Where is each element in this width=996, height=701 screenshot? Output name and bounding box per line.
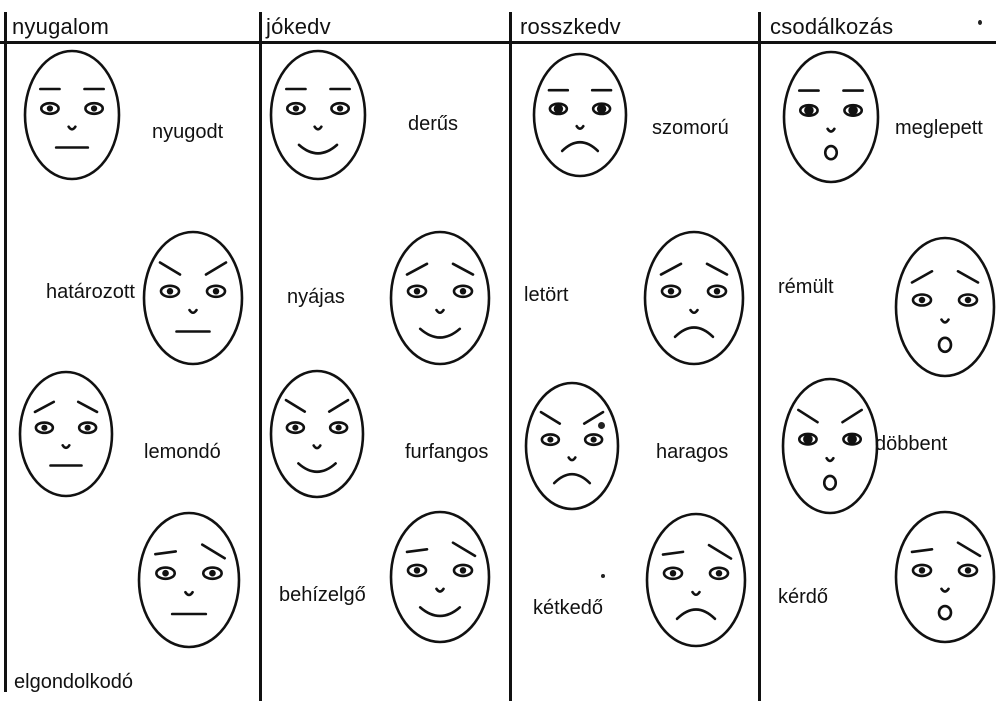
eyebrow — [286, 400, 305, 412]
column-title-rosszkedv: rosszkedv — [520, 14, 621, 39]
face-group — [783, 379, 877, 513]
eyebrow — [707, 264, 727, 275]
mouth — [420, 329, 460, 338]
eyebrow — [584, 412, 603, 424]
face-label: behízelgő — [279, 584, 366, 606]
face-label: lemondó — [144, 441, 221, 463]
pupil — [47, 105, 53, 111]
pupil — [716, 570, 723, 577]
face-drawing — [527, 47, 633, 183]
nose — [63, 445, 70, 448]
pupil — [293, 105, 299, 111]
face-group — [391, 512, 489, 642]
pupil — [292, 425, 298, 431]
pupil — [209, 570, 216, 577]
eyebrow — [663, 552, 683, 555]
eyebrow — [407, 549, 427, 552]
pupil — [547, 437, 553, 443]
pupil — [803, 434, 813, 444]
eyebrow — [329, 400, 348, 412]
head-outline — [271, 371, 363, 497]
mouth — [824, 476, 836, 490]
face-drawing — [776, 372, 884, 520]
eyebrow — [160, 262, 180, 274]
nose — [185, 592, 192, 595]
face-drawing — [18, 44, 126, 186]
nose — [577, 126, 584, 128]
pupil — [919, 567, 926, 574]
ink-speck — [601, 574, 605, 578]
face-label: döbbent — [875, 433, 948, 455]
head-outline — [783, 379, 877, 513]
eyebrow — [798, 410, 817, 422]
face-group — [526, 383, 618, 509]
pupil — [162, 570, 169, 577]
column-divider — [509, 12, 512, 701]
face-drawing — [132, 506, 246, 654]
head-outline — [526, 383, 618, 509]
face-drawing — [777, 45, 885, 189]
face-drawing — [640, 507, 752, 653]
pupil — [460, 567, 467, 574]
face-drawing — [889, 231, 996, 383]
head-outline — [645, 232, 743, 364]
face-label: rémült — [778, 276, 834, 298]
face-label: furfangos — [405, 441, 489, 463]
head-outline — [534, 54, 626, 176]
head-outline — [144, 232, 242, 364]
pupil — [919, 297, 926, 304]
face-label: haragos — [656, 441, 729, 463]
column-divider — [4, 12, 7, 692]
eyebrow — [78, 402, 97, 412]
face-label: derűs — [408, 113, 459, 135]
eyebrow — [541, 412, 560, 424]
nose — [314, 446, 321, 449]
face-label: nyugodt — [152, 121, 224, 143]
column-divider — [758, 12, 761, 701]
face-drawing — [13, 365, 119, 503]
eyebrow — [661, 264, 681, 275]
head-outline — [391, 512, 489, 642]
face-group — [139, 513, 239, 647]
head-outline — [139, 513, 239, 647]
face-group — [25, 51, 119, 179]
mouth — [299, 145, 337, 153]
eyebrow — [912, 271, 932, 282]
eyebrow — [453, 543, 475, 556]
column-title-jokedv: jókedv — [266, 14, 331, 39]
head-outline — [25, 51, 119, 179]
face-label: meglepett — [895, 117, 983, 139]
nose — [942, 320, 949, 323]
face-group — [20, 372, 112, 496]
column-divider — [259, 12, 262, 701]
eyebrow — [958, 543, 980, 556]
mouth — [939, 606, 951, 619]
eyebrow — [709, 545, 731, 558]
nose — [827, 458, 834, 461]
head-outline — [391, 232, 489, 364]
head-outline — [271, 51, 365, 179]
face-label: kétkedő — [533, 597, 604, 619]
pupil — [336, 425, 342, 431]
nose — [693, 592, 700, 595]
mouth — [825, 146, 837, 159]
pupil — [965, 297, 972, 304]
nose — [569, 458, 576, 461]
mouth — [939, 338, 951, 352]
face-drawing — [638, 225, 750, 371]
column-title-nyugalom: nyugalom — [12, 14, 109, 39]
face-drawing — [264, 44, 372, 186]
pupil — [460, 288, 467, 295]
nose — [190, 310, 197, 313]
pupil — [848, 106, 858, 116]
eyebrow — [453, 264, 473, 275]
face-group — [534, 54, 626, 176]
nose — [691, 310, 698, 313]
face-group — [391, 232, 489, 364]
eyebrow — [912, 549, 932, 552]
head-outline — [20, 372, 112, 496]
head-outline — [896, 512, 994, 642]
pupil — [414, 567, 421, 574]
face-drawing — [384, 225, 496, 371]
nose — [69, 127, 76, 130]
pupil — [668, 288, 675, 295]
eyebrow — [155, 551, 175, 554]
mouth — [675, 327, 713, 336]
column-title-csodalkozas: csodálkozás — [770, 14, 894, 39]
face-drawing — [264, 364, 370, 504]
pupil — [847, 434, 857, 444]
head-outline — [896, 238, 994, 376]
ink-speck — [978, 20, 982, 25]
face-group — [784, 52, 878, 182]
eyebrow — [407, 264, 427, 275]
eyebrow — [842, 410, 861, 422]
face-label: kérdő — [778, 586, 829, 608]
eyebrow — [35, 402, 54, 412]
face-group — [144, 232, 242, 364]
face-drawing — [889, 505, 996, 649]
mouth — [420, 607, 460, 616]
pupil — [91, 105, 97, 111]
mouth — [298, 463, 335, 471]
header-underline — [0, 41, 996, 44]
face-label: letört — [524, 284, 569, 306]
face-label: elgondolkodó — [14, 671, 133, 693]
face-group — [647, 514, 745, 646]
mouth — [554, 474, 590, 483]
pupil — [337, 105, 343, 111]
pupil — [167, 288, 174, 295]
head-outline — [784, 52, 878, 182]
eyebrow — [202, 545, 224, 559]
eyebrow — [958, 271, 978, 282]
pupil — [591, 437, 597, 443]
face-group — [645, 232, 743, 364]
pupil — [965, 567, 972, 574]
face-drawing — [519, 376, 625, 516]
mouth — [677, 609, 715, 618]
nose — [828, 129, 835, 132]
pupil — [85, 425, 91, 431]
nose — [942, 589, 949, 592]
pupil — [714, 288, 721, 295]
face-label: határozott — [46, 281, 135, 303]
pupil — [804, 106, 814, 116]
nose — [437, 589, 444, 592]
pupil — [554, 104, 563, 113]
face-label: nyájas — [287, 286, 345, 308]
pupil — [213, 288, 220, 295]
face-group — [896, 238, 994, 376]
face-group — [896, 512, 994, 642]
pupil — [597, 104, 606, 113]
eyebrow — [206, 262, 226, 274]
face-label: szomorú — [652, 117, 729, 139]
pupil — [41, 425, 47, 431]
mouth — [562, 142, 598, 151]
face-group — [271, 51, 365, 179]
nose — [315, 127, 322, 130]
face-drawing — [384, 505, 496, 649]
pupil — [414, 288, 421, 295]
pupil — [670, 570, 677, 577]
head-outline — [647, 514, 745, 646]
nose — [437, 310, 444, 313]
face-group — [271, 371, 363, 497]
face-drawing — [137, 225, 249, 371]
